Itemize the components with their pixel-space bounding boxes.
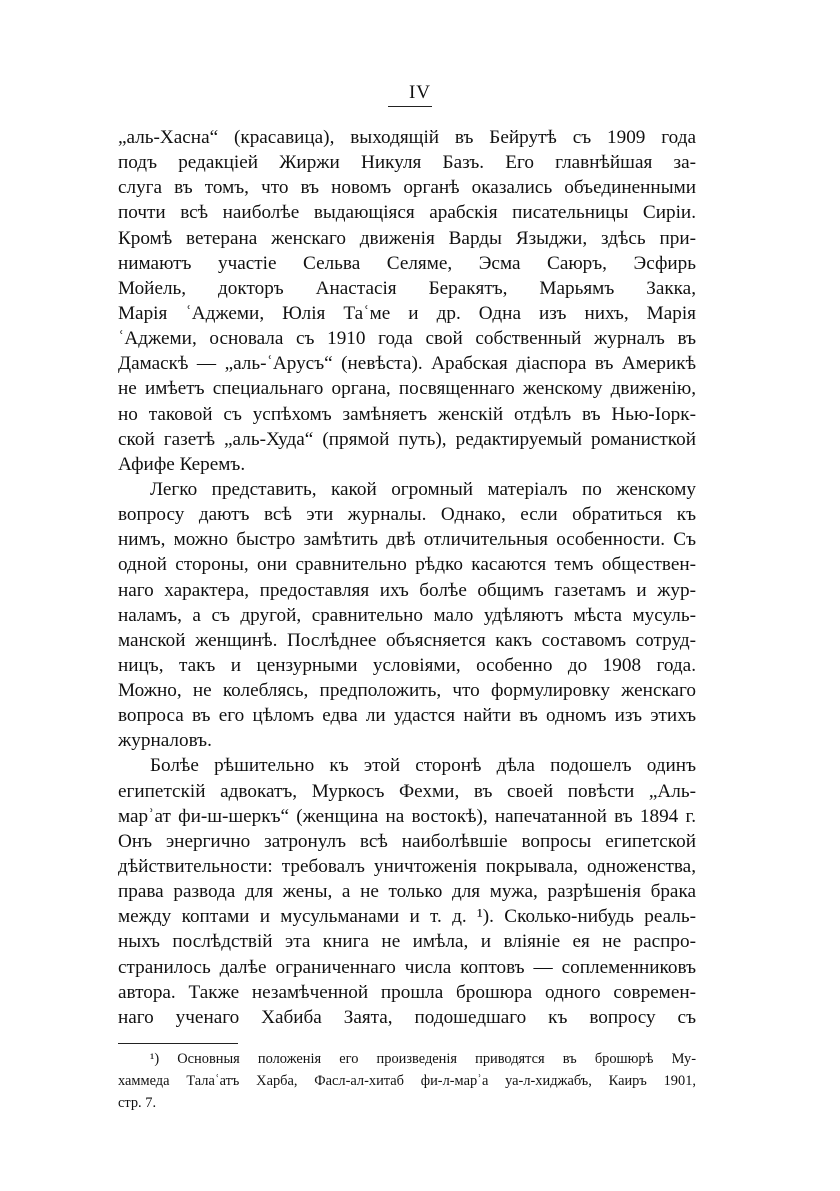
body-line: наламъ, а съ другой, сравнительно мало удѣляютъ мѣста мусуль- <box>118 604 696 626</box>
page-number-rule <box>388 106 432 107</box>
body-line: Марія ʿАджеми, Юлія Таʿме и др. Одна изъ нихъ, Марія <box>118 302 696 324</box>
footnote-rule <box>118 1043 238 1044</box>
body-line: но таковой съ успѣхомъ замѣняетъ женскій отдѣлъ въ Нью-Іорк- <box>118 403 696 425</box>
body-line: Афифе Керемъ. <box>118 453 246 475</box>
body-line: почти всѣ наиболѣе выдающіяся арабскія писательницы Сиріи. <box>118 202 696 224</box>
body-line: нимъ, можно быстро замѣтить двѣ отличительныя особенности. Съ <box>118 529 696 551</box>
body-line: Мойель, докторъ Анастасія Беракятъ, Марьямъ Закка, <box>118 277 696 299</box>
page-number: IV <box>408 82 432 103</box>
body-line: марʾат фи-ш-шеркъ“ (женщина на востокѣ), напечатанной въ 1894 г. <box>118 805 696 827</box>
body-line: наго ученаго Хабиба Заята, подошедшаго къ вопросу съ <box>118 1006 696 1028</box>
body-line: не имѣетъ специальнаго органа, посвященнаго женскому движенію, <box>118 378 696 400</box>
body-line: дѣйствительности: требовалъ уничтоженія покрывала, одноженства, <box>118 856 696 878</box>
body-line: Болѣе рѣшительно къ этой сторонѣ дѣла подошелъ одинъ <box>150 755 696 777</box>
footnote-line: хаммеда Талаʿатъ Харба, Фасл-ал-хитаб фи-л-марʾа уа-л-хиджабъ, Каиръ 1901, <box>118 1073 696 1089</box>
body-line: Дамаскѣ — „аль-ʿАрусъ“ (невѣста). Арабская діаспора въ Америкѣ <box>118 353 696 375</box>
body-line: слуга въ томъ, что въ новомъ органѣ оказались объединенными <box>118 177 696 199</box>
body-line: Можно, не колеблясь, предположить, что формулировку женскаго <box>118 680 696 702</box>
body-line: вопросу даютъ всѣ эти журналы. Однако, если обратиться къ <box>118 504 696 526</box>
footnote-line: стр. 7. <box>118 1095 157 1111</box>
footnote-line: ¹) Основныя положенія его произведенія приводятся въ брошюрѣ Му- <box>150 1051 696 1067</box>
body-line: „аль-Хасна“ (красавица), выходящій въ Бейрутѣ съ 1909 года <box>118 127 696 148</box>
body-line: между коптами и мусульманами и т. д. ¹). Сколько-нибудь реаль- <box>118 906 696 928</box>
body-line: журналовъ. <box>118 730 212 752</box>
body-line: египетскій адвокатъ, Муркосъ Фехми, въ своей повѣсти „Аль- <box>118 780 696 802</box>
body-line: манской женщинѣ. Послѣднее объясняется какъ составомъ сотруд- <box>118 629 696 651</box>
body-line: подъ редакціей Жиржи Никуля Базъ. Его главнѣйшая за- <box>118 152 696 174</box>
body-line: Онъ энергично затронулъ всѣ наиболѣвшіе вопросы египетской <box>118 830 696 852</box>
body-line: одной стороны, они сравнительно рѣдко касаются темъ обществен- <box>118 554 696 576</box>
body-line: странилось далѣе ограниченнаго числа коптовъ — соплеменниковъ <box>118 956 696 978</box>
body-line: ʿАджеми, основала съ 1910 года свой собственный журналъ въ <box>118 328 696 350</box>
body-line: ской газетѣ „аль-Худа“ (прямой путь), редактируемый романисткой <box>118 428 696 450</box>
body-line: вопроса въ его цѣломъ едва ли удастся найти въ одномъ изъ этихъ <box>118 705 696 727</box>
body-line: автора. Также незамѣченной прошла брошюра одного современ- <box>118 981 696 1003</box>
body-line: Легко представить, какой огромный матеріалъ по женскому <box>150 478 696 500</box>
body-line: Кромѣ ветерана женскаго движенія Варды Языджи, здѣсь при- <box>118 227 696 249</box>
body-line: наго характера, предоставляя ихъ болѣе общимъ газетамъ и жур- <box>118 579 696 601</box>
body-line: ницъ, такъ и цензурными условіями, особенно до 1908 года. <box>118 654 696 676</box>
body-line: права развода для жены, а не только для мужа, разрѣшенія брака <box>118 881 696 903</box>
body-line: нимаютъ участіе Сельва Селяме, Эсма Саюръ, Эсфирь <box>118 252 696 274</box>
body-line: ныхъ послѣдствій эта книга не имѣла, и вліяніе ея не распро- <box>118 931 696 953</box>
